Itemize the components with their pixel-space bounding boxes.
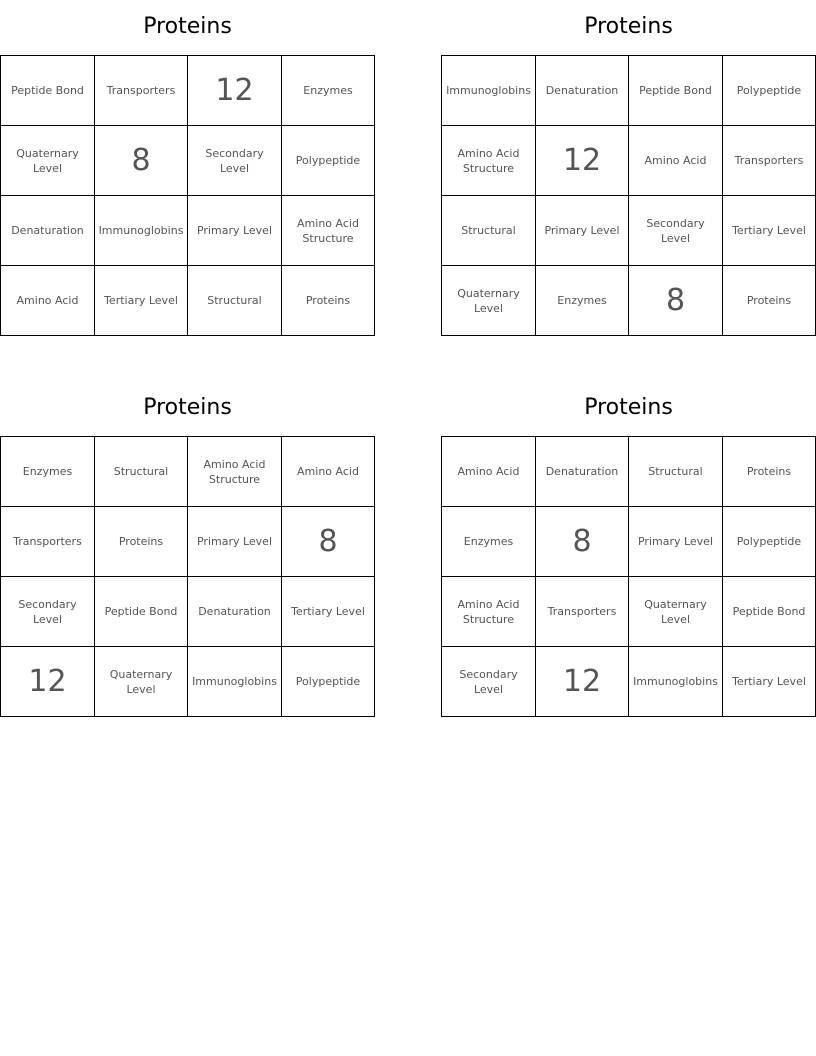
- grid-cell: Peptide Bond: [723, 577, 815, 647]
- grid-cell: Quaternary Level: [629, 577, 723, 647]
- grid-cell: 8: [95, 126, 188, 196]
- grid-cell: Immunoglobins: [188, 647, 282, 716]
- grid-cell: 8: [282, 507, 374, 577]
- grid-cell: Denaturation: [536, 437, 629, 507]
- bingo-grid: [441, 55, 816, 336]
- grid-cell: Transporters: [536, 577, 629, 647]
- grid-cell: Polypeptide: [723, 56, 815, 126]
- grid-cell: Structural: [442, 196, 536, 266]
- grid-cell: Amino Acid: [282, 437, 374, 507]
- grid-cell: Enzymes: [442, 507, 536, 577]
- card-title: Proteins: [143, 14, 232, 39]
- grid-cell: Amino Acid Structure: [442, 126, 536, 196]
- grid-cell: Primary Level: [536, 196, 629, 266]
- bingo-grid: [441, 436, 816, 717]
- grid-cell: 8: [629, 266, 723, 335]
- grid-cell: Amino Acid: [629, 126, 723, 196]
- grid-cell: Enzymes: [1, 437, 95, 507]
- grid-cell: Immunoglobins: [442, 56, 536, 126]
- grid-cell: Quaternary Level: [95, 647, 188, 716]
- grid-cell: Amino Acid Structure: [282, 196, 374, 266]
- grid-cell: Polypeptide: [723, 507, 815, 577]
- grid-cell: Peptide Bond: [1, 56, 95, 126]
- grid-cell: Structural: [188, 266, 282, 335]
- card-title: Proteins: [143, 395, 232, 420]
- grid-cell: Denaturation: [536, 56, 629, 126]
- grid-cell: 12: [188, 56, 282, 126]
- grid-cell: Amino Acid Structure: [442, 577, 536, 647]
- grid-cell: Primary Level: [188, 507, 282, 577]
- grid-cell: Secondary Level: [442, 647, 536, 716]
- grid-cell: Quaternary Level: [442, 266, 536, 335]
- grid-cell: Proteins: [723, 437, 815, 507]
- grid-cell: Enzymes: [536, 266, 629, 335]
- card-title: Proteins: [584, 395, 673, 420]
- grid-cell: Tertiary Level: [732, 675, 806, 688]
- grid-cell: Tertiary Level: [723, 196, 815, 266]
- grid-cell: Tertiary Level: [282, 577, 374, 647]
- grid-cell: Transporters: [95, 56, 188, 126]
- grid-cell: Amino Acid Structure: [188, 437, 282, 507]
- grid-cell: Secondary Level: [1, 577, 95, 647]
- grid-cell: Peptide Bond: [95, 577, 188, 647]
- grid-cell: Secondary Level: [188, 126, 282, 196]
- grid-cell: Enzymes: [282, 56, 374, 126]
- grid-cell: Polypeptide: [295, 675, 361, 688]
- grid-cell: 12: [536, 126, 629, 196]
- grid-cell: Polypeptide: [282, 126, 374, 196]
- card-title: Proteins: [584, 14, 673, 39]
- grid-cell: Quaternary Level: [1, 126, 95, 196]
- grid-cell: Denaturation: [188, 577, 282, 647]
- grid-cell: Peptide Bond: [629, 56, 723, 126]
- grid-cell: Transporters: [723, 126, 815, 196]
- grid-cell: Denaturation: [1, 196, 95, 266]
- grid-cell: 8: [536, 507, 629, 577]
- grid-cell: Structural: [629, 437, 723, 507]
- grid-cell: Structural: [95, 437, 188, 507]
- grid-cell: Proteins: [746, 294, 792, 307]
- grid-cell: Amino Acid: [1, 266, 95, 335]
- grid-cell: Immunoglobins: [95, 196, 188, 266]
- grid-cell: Amino Acid: [442, 437, 536, 507]
- grid-cell: Primary Level: [629, 507, 723, 577]
- bingo-grid: [0, 55, 375, 336]
- grid-cell: Tertiary Level: [95, 266, 188, 335]
- grid-cell: 12: [1, 647, 95, 716]
- grid-cell: Secondary Level: [629, 196, 723, 266]
- bingo-grid: [0, 436, 375, 717]
- grid-cell: Primary Level: [188, 196, 282, 266]
- grid-cell: Transporters: [1, 507, 95, 577]
- grid-cell: Proteins: [305, 294, 351, 307]
- grid-cell: 12: [536, 647, 629, 716]
- grid-cell: Immunoglobins: [629, 647, 723, 716]
- grid-cell: Proteins: [95, 507, 188, 577]
